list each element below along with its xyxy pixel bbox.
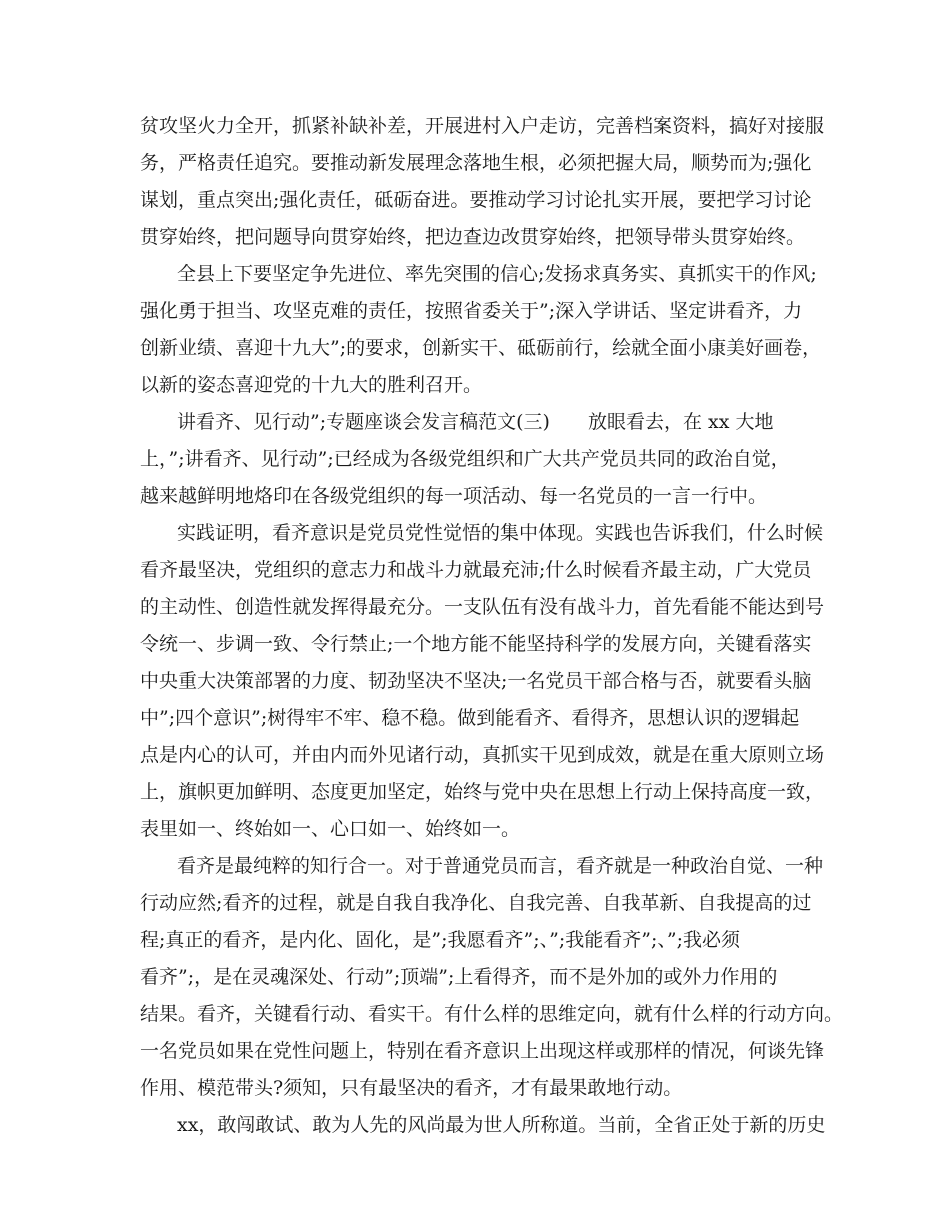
text-line: 谋划，重点突出;强化责任，砥砺奋进。要推动学习讨论扎实开展，要把学习讨论 <box>140 189 812 211</box>
text-line: 讲看齐、见行动”;专题座谈会发言稿范文(三) 放眼看去，在 xx 大地 <box>177 411 774 433</box>
text-line: 务，严格责任追究。要推动新发展理念落地生根，必须把握大局，顺势而为;强化 <box>140 152 812 174</box>
text-line: 看齐是最纯粹的知行合一。对于普通党员而言，看齐就是一种政治自觉、一种 <box>177 855 824 877</box>
text-line: 行动应然;看齐的过程，就是自我自我净化、自我完善、自我革新、自我提高的过 <box>140 892 812 914</box>
text-line: 全县上下要坚定争先进位、率先突围的信心;发扬求真务实、真抓实干的作风; <box>177 263 817 285</box>
text-line: 贯穿始终，把问题导向贯穿始终，把边查边改贯穿始终，把领导带头贯穿始终。 <box>140 226 806 248</box>
text-line: 实践证明，看齐意识是党员党性觉悟的集中体现。实践也告诉我们，什么时候 <box>177 522 824 544</box>
document-body <box>140 108 844 1144</box>
text-line: 令统一、步调一致、令行禁止;一个地方能不能坚持科学的发展方向，关键看落实 <box>140 633 812 655</box>
text-line: 作用、模范带头?须知，只有最坚决的看齐，才有最果敢地行动。 <box>140 1077 683 1099</box>
text-line: 创新业绩、喜迎十九大”;的要求，创新实干、砥砺前行，绘就全面小康美好画卷， <box>140 337 822 359</box>
text-line: 上，”;讲看齐、见行动”;已经成为各级党组织和广大共产党员共同的政治自觉， <box>140 448 790 470</box>
text-line: 强化勇于担当、攻坚克难的责任，按照省委关于”;深入学讲话、坚定讲看齐，力 <box>140 300 803 322</box>
text-line: 越来越鲜明地烙印在各级党组织的每一项活动、每一名党员的一言一行中。 <box>140 485 768 507</box>
text-line: 看齐”;，是在灵魂深处、行动”;顶端”;上看得齐，而不是外加的或外力作用的 <box>140 966 778 988</box>
text-line: 表里如一、终始如一、心口如一、始终如一。 <box>140 818 521 840</box>
text-line: 结果。看齐，关键看行动、看实干。有什么样的思维定向，就有什么样的行动方向。 <box>140 1003 844 1025</box>
text-line: 点是内心的认可，并由内而外见诸行动，真抓实干见到成效，就是在重大原则立场 <box>140 744 825 766</box>
text-line: 中央重大决策部署的力度、韧劲坚决不坚决;一名党员干部合格与否，就要看头脑 <box>140 670 812 692</box>
text-line: 中”;四个意识”;树得牢不牢、稳不稳。做到能看齐、看得齐，思想认识的逻辑起 <box>140 707 800 729</box>
text-line: 以新的姿态喜迎党的十九大的胜利召开。 <box>140 374 483 396</box>
text-line: 的主动性、创造性就发挥得最充分。一支队伍有没有战斗力，首先看能不能达到号 <box>140 596 825 618</box>
text-line: 贫攻坚火力全开，抓紧补缺补差，开展进村入户走访，完善档案资料，搞好对接服 <box>140 115 825 137</box>
text-line: 一名党员如果在党性问题上，特别在看齐意识上出现这样或那样的情况，何谈先锋 <box>140 1040 825 1062</box>
text-line: 程;真正的看齐，是内化、固化，是”;我愿看齐”;、”;我能看齐”;、”;我必须 <box>140 929 740 951</box>
text-line: xx，敢闯敢试、敢为人先的风尚最为世人所称道。当前，全省正处于新的历史 <box>177 1114 826 1136</box>
text-line: 上，旗帜更加鲜明、态度更加坚定，始终与党中央在思想上行动上保持高度一致， <box>140 781 825 803</box>
text-line: 看齐最坚决，党组织的意志力和战斗力就最充沛;什么时候看齐最主动，广大党员 <box>140 559 812 581</box>
